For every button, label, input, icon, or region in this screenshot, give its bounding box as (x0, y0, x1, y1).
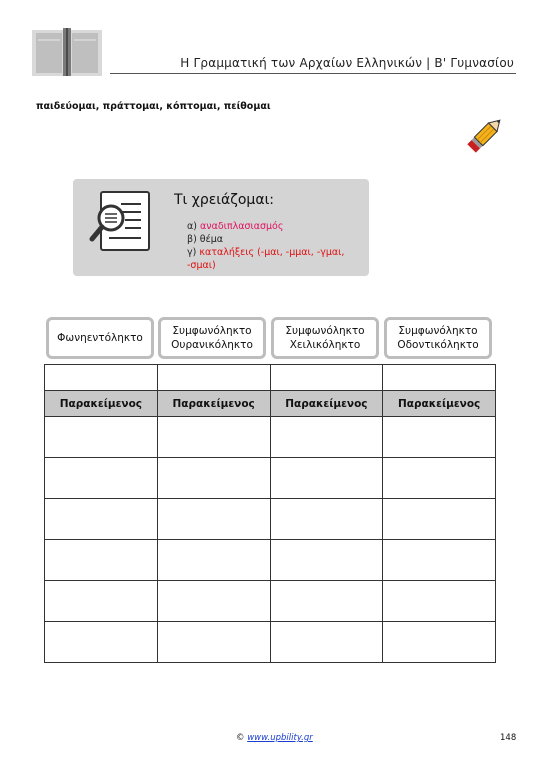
copyright: © www.upbility.gr (236, 733, 313, 743)
requirements-list (187, 220, 369, 272)
answer-table (44, 364, 496, 663)
table-row (45, 581, 496, 622)
requirements-box (73, 179, 369, 276)
answer-cell[interactable] (157, 417, 270, 458)
answer-cell[interactable] (157, 499, 270, 540)
answer-cell[interactable] (45, 581, 158, 622)
answer-cell[interactable] (270, 581, 383, 622)
answer-cell[interactable] (383, 581, 496, 622)
requirement-item: γ) καταλήξεις (-μαι, -μμαι, -γμαι, -σμαι) (187, 247, 345, 271)
answer-cell[interactable] (45, 540, 158, 581)
table-cell[interactable] (270, 365, 383, 391)
answer-cell[interactable] (270, 622, 383, 663)
table-cell[interactable] (45, 365, 158, 391)
magnifier-document-icon (87, 190, 153, 254)
table-row (45, 622, 496, 663)
category-palatal-stem: Συμφωνόληκτο Ουρανικόληκτο (158, 317, 266, 359)
table-header-row (45, 391, 496, 417)
answer-cell[interactable] (45, 499, 158, 540)
table-row (45, 417, 496, 458)
answer-cell[interactable] (157, 540, 270, 581)
table-row (45, 458, 496, 499)
table-row (45, 499, 496, 540)
answer-cell[interactable] (383, 540, 496, 581)
book-logo-icon (32, 28, 102, 76)
answer-cell[interactable] (45, 458, 158, 499)
requirement-item: α) αναδιπλασιασμός (187, 221, 284, 232)
header-divider (110, 73, 516, 74)
category-vowel-stem: Φωνηεντόληκτο (46, 317, 154, 359)
answer-cell[interactable] (270, 540, 383, 581)
pencil-icon (462, 112, 508, 158)
website-link[interactable]: www.upbility.gr (247, 733, 313, 743)
answer-cell[interactable] (383, 458, 496, 499)
page-title: Η Γραμματική των Αρχαίων Ελληνικών | Β' Γυμνασίου (180, 56, 514, 70)
table-cell[interactable] (383, 365, 496, 391)
column-header: Παρακείμενος (270, 391, 383, 417)
answer-cell[interactable] (157, 458, 270, 499)
column-header: Παρακείμενος (157, 391, 270, 417)
answer-cell[interactable] (157, 622, 270, 663)
answer-cell[interactable] (383, 417, 496, 458)
page-number: 148 (500, 733, 517, 743)
category-dental-stem: Συμφωνόληκτο Οδοντικόληκτο (384, 317, 492, 359)
column-header: Παρακείμενος (383, 391, 496, 417)
table-row (45, 365, 496, 391)
answer-cell[interactable] (157, 581, 270, 622)
category-labial-stem: Συμφωνόληκτο Χειλικόληκτο (271, 317, 379, 359)
table-row (45, 540, 496, 581)
answer-cell[interactable] (270, 458, 383, 499)
answer-cell[interactable] (270, 417, 383, 458)
answer-cell[interactable] (270, 499, 383, 540)
answer-cell[interactable] (383, 499, 496, 540)
answer-cell[interactable] (45, 417, 158, 458)
requirement-item: β) θέμα (187, 234, 224, 245)
verb-list: παιδεύομαι, πράττομαι, κόπτομαι, πείθομαι (36, 101, 271, 112)
table-cell[interactable] (157, 365, 270, 391)
answer-cell[interactable] (45, 622, 158, 663)
column-header: Παρακείμενος (45, 391, 158, 417)
answer-cell[interactable] (383, 622, 496, 663)
requirements-title: Τι χρειάζομαι: (174, 192, 275, 208)
